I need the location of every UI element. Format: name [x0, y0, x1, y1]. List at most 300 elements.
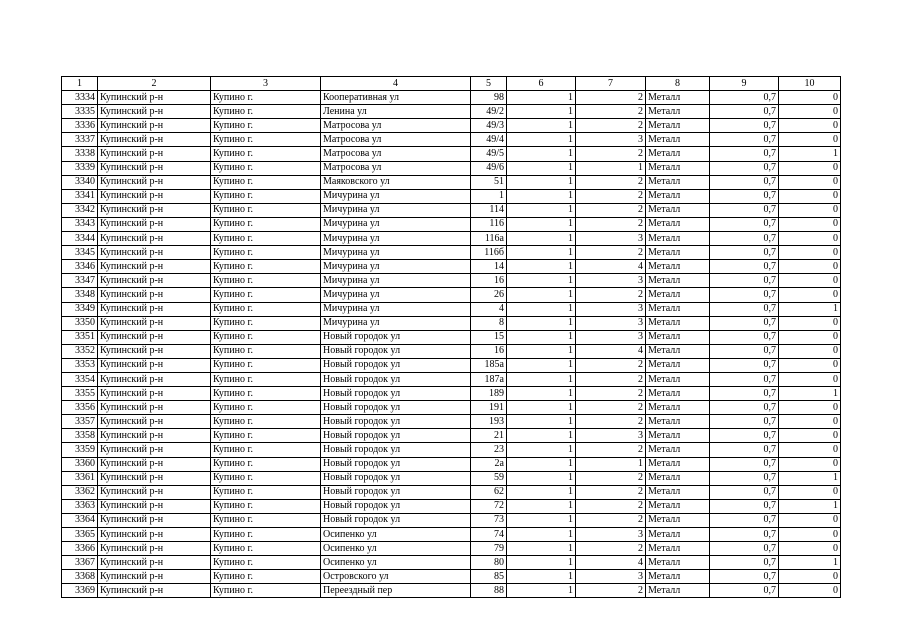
city-cell: Купино г.: [211, 344, 321, 358]
col7-cell: 2: [576, 513, 646, 527]
district-cell: Купинский р-н: [98, 415, 211, 429]
col10-cell: 0: [779, 358, 841, 372]
col10-cell: 0: [779, 189, 841, 203]
col9-cell: 0,7: [710, 429, 779, 443]
city-cell: Купино г.: [211, 457, 321, 471]
city-cell: Купино г.: [211, 471, 321, 485]
street-cell: Переездный пер: [321, 584, 471, 598]
city-cell: Купино г.: [211, 372, 321, 386]
row-number-cell: 3360: [62, 457, 98, 471]
street-cell: Мичурина ул: [321, 288, 471, 302]
row-number-cell: 3356: [62, 401, 98, 415]
district-cell: Купинский р-н: [98, 330, 211, 344]
column-header: 4: [321, 77, 471, 91]
district-cell: Купинский р-н: [98, 556, 211, 570]
col9-cell: 0,7: [710, 485, 779, 499]
house-cell: 79: [471, 542, 507, 556]
table-row: [62, 133, 841, 147]
col9-cell: 0,7: [710, 274, 779, 288]
table-row: [62, 401, 841, 415]
col6-cell: 1: [507, 147, 576, 161]
city-cell: Купино г.: [211, 260, 321, 274]
table-row: [62, 260, 841, 274]
col9-cell: 0,7: [710, 542, 779, 556]
col9-cell: 0,7: [710, 260, 779, 274]
house-cell: 187а: [471, 372, 507, 386]
table-row: [62, 542, 841, 556]
col6-cell: 1: [507, 401, 576, 415]
material-cell: Металл: [646, 105, 710, 119]
column-header: 10: [779, 77, 841, 91]
material-cell: Металл: [646, 457, 710, 471]
col6-cell: 1: [507, 471, 576, 485]
col10-cell: 0: [779, 105, 841, 119]
col10-cell: 1: [779, 499, 841, 513]
col7-cell: 3: [576, 429, 646, 443]
row-number-cell: 3362: [62, 485, 98, 499]
street-cell: Осипенко ул: [321, 556, 471, 570]
column-header: 3: [211, 77, 321, 91]
col10-cell: 0: [779, 528, 841, 542]
col7-cell: 3: [576, 330, 646, 344]
house-cell: 98: [471, 91, 507, 105]
col7-cell: 2: [576, 372, 646, 386]
col9-cell: 0,7: [710, 556, 779, 570]
city-cell: Купино г.: [211, 330, 321, 344]
house-cell: 2а: [471, 457, 507, 471]
row-number-cell: 3336: [62, 119, 98, 133]
row-number-cell: 3354: [62, 372, 98, 386]
city-cell: Купино г.: [211, 175, 321, 189]
col7-cell: 2: [576, 246, 646, 260]
table-row: [62, 161, 841, 175]
material-cell: Металл: [646, 232, 710, 246]
district-cell: Купинский р-н: [98, 203, 211, 217]
street-cell: Матросова ул: [321, 119, 471, 133]
house-cell: 116б: [471, 246, 507, 260]
column-header: 1: [62, 77, 98, 91]
city-cell: Купино г.: [211, 415, 321, 429]
district-cell: Купинский р-н: [98, 457, 211, 471]
col10-cell: 0: [779, 415, 841, 429]
district-cell: Купинский р-н: [98, 316, 211, 330]
city-cell: Купино г.: [211, 513, 321, 527]
house-cell: 88: [471, 584, 507, 598]
house-cell: 15: [471, 330, 507, 344]
material-cell: Металл: [646, 330, 710, 344]
row-number-cell: 3348: [62, 288, 98, 302]
col9-cell: 0,7: [710, 203, 779, 217]
col6-cell: 1: [507, 358, 576, 372]
row-number-cell: 3365: [62, 528, 98, 542]
col6-cell: 1: [507, 344, 576, 358]
city-cell: Купино г.: [211, 161, 321, 175]
col6-cell: 1: [507, 556, 576, 570]
col6-cell: 1: [507, 133, 576, 147]
col10-cell: 0: [779, 203, 841, 217]
district-cell: Купинский р-н: [98, 302, 211, 316]
table-row: [62, 415, 841, 429]
row-number-cell: 3349: [62, 302, 98, 316]
col10-cell: 0: [779, 570, 841, 584]
material-cell: Металл: [646, 542, 710, 556]
street-cell: Новый городок ул: [321, 415, 471, 429]
row-number-cell: 3364: [62, 513, 98, 527]
district-cell: Купинский р-н: [98, 542, 211, 556]
col7-cell: 2: [576, 471, 646, 485]
col6-cell: 1: [507, 542, 576, 556]
material-cell: Металл: [646, 485, 710, 499]
street-cell: Ленина ул: [321, 105, 471, 119]
street-cell: Мичурина ул: [321, 316, 471, 330]
col6-cell: 1: [507, 387, 576, 401]
col10-cell: 1: [779, 302, 841, 316]
col9-cell: 0,7: [710, 457, 779, 471]
col7-cell: 2: [576, 401, 646, 415]
row-number-cell: 3347: [62, 274, 98, 288]
col6-cell: 1: [507, 584, 576, 598]
district-cell: Купинский р-н: [98, 443, 211, 457]
district-cell: Купинский р-н: [98, 119, 211, 133]
district-cell: Купинский р-н: [98, 133, 211, 147]
row-number-cell: 3350: [62, 316, 98, 330]
material-cell: Металл: [646, 499, 710, 513]
row-number-cell: 3363: [62, 499, 98, 513]
col10-cell: 0: [779, 260, 841, 274]
material-cell: Металл: [646, 119, 710, 133]
material-cell: Металл: [646, 443, 710, 457]
district-cell: Купинский р-н: [98, 147, 211, 161]
col6-cell: 1: [507, 91, 576, 105]
street-cell: Новый городок ул: [321, 457, 471, 471]
row-number-cell: 3344: [62, 232, 98, 246]
city-cell: Купино г.: [211, 189, 321, 203]
col10-cell: 0: [779, 344, 841, 358]
col7-cell: 2: [576, 415, 646, 429]
col9-cell: 0,7: [710, 330, 779, 344]
district-cell: Купинский р-н: [98, 485, 211, 499]
house-cell: 4: [471, 302, 507, 316]
col6-cell: 1: [507, 175, 576, 189]
col6-cell: 1: [507, 203, 576, 217]
row-number-cell: 3341: [62, 189, 98, 203]
street-cell: Мичурина ул: [321, 217, 471, 231]
col7-cell: 2: [576, 443, 646, 457]
col10-cell: 0: [779, 175, 841, 189]
district-cell: Купинский р-н: [98, 344, 211, 358]
col9-cell: 0,7: [710, 401, 779, 415]
col6-cell: 1: [507, 528, 576, 542]
material-cell: Металл: [646, 274, 710, 288]
col9-cell: 0,7: [710, 189, 779, 203]
col7-cell: 2: [576, 91, 646, 105]
district-cell: Купинский р-н: [98, 91, 211, 105]
col10-cell: 0: [779, 133, 841, 147]
table-row: [62, 570, 841, 584]
street-cell: Мичурина ул: [321, 260, 471, 274]
col9-cell: 0,7: [710, 415, 779, 429]
col9-cell: 0,7: [710, 175, 779, 189]
col6-cell: 1: [507, 570, 576, 584]
column-header: 9: [710, 77, 779, 91]
street-cell: Осипенко ул: [321, 542, 471, 556]
col10-cell: 0: [779, 330, 841, 344]
col9-cell: 0,7: [710, 246, 779, 260]
row-number-cell: 3345: [62, 246, 98, 260]
material-cell: Металл: [646, 246, 710, 260]
house-cell: 114: [471, 203, 507, 217]
house-cell: 59: [471, 471, 507, 485]
row-number-cell: 3361: [62, 471, 98, 485]
street-cell: Новый городок ул: [321, 344, 471, 358]
table-row: [62, 443, 841, 457]
city-cell: Купино г.: [211, 401, 321, 415]
col10-cell: 0: [779, 91, 841, 105]
row-number-cell: 3369: [62, 584, 98, 598]
col7-cell: 1: [576, 161, 646, 175]
city-cell: Купино г.: [211, 542, 321, 556]
col10-cell: 0: [779, 457, 841, 471]
city-cell: Купино г.: [211, 232, 321, 246]
city-cell: Купино г.: [211, 274, 321, 288]
table-row: [62, 556, 841, 570]
material-cell: Металл: [646, 415, 710, 429]
street-cell: Мичурина ул: [321, 302, 471, 316]
material-cell: Металл: [646, 189, 710, 203]
table-row: [62, 217, 841, 231]
row-number-cell: 3338: [62, 147, 98, 161]
material-cell: Металл: [646, 316, 710, 330]
street-cell: Кооперативная ул: [321, 91, 471, 105]
district-cell: Купинский р-н: [98, 471, 211, 485]
col9-cell: 0,7: [710, 232, 779, 246]
col9-cell: 0,7: [710, 513, 779, 527]
table-row: [62, 471, 841, 485]
city-cell: Купино г.: [211, 302, 321, 316]
col7-cell: 2: [576, 358, 646, 372]
column-header: 5: [471, 77, 507, 91]
material-cell: Металл: [646, 584, 710, 598]
col10-cell: 0: [779, 584, 841, 598]
city-cell: Купино г.: [211, 203, 321, 217]
col9-cell: 0,7: [710, 91, 779, 105]
district-cell: Купинский р-н: [98, 217, 211, 231]
district-cell: Купинский р-н: [98, 499, 211, 513]
col10-cell: 0: [779, 372, 841, 386]
house-cell: 74: [471, 528, 507, 542]
material-cell: Металл: [646, 429, 710, 443]
table-row: [62, 288, 841, 302]
house-cell: 72: [471, 499, 507, 513]
col6-cell: 1: [507, 260, 576, 274]
material-cell: Металл: [646, 372, 710, 386]
col6-cell: 1: [507, 119, 576, 133]
house-cell: 26: [471, 288, 507, 302]
material-cell: Металл: [646, 344, 710, 358]
house-cell: 14: [471, 260, 507, 274]
street-cell: Матросова ул: [321, 161, 471, 175]
col9-cell: 0,7: [710, 358, 779, 372]
street-cell: Новый городок ул: [321, 513, 471, 527]
col7-cell: 3: [576, 302, 646, 316]
column-header: 2: [98, 77, 211, 91]
col7-cell: 4: [576, 344, 646, 358]
district-cell: Купинский р-н: [98, 260, 211, 274]
house-cell: 189: [471, 387, 507, 401]
col10-cell: 0: [779, 401, 841, 415]
street-cell: Новый городок ул: [321, 387, 471, 401]
col7-cell: 3: [576, 316, 646, 330]
col7-cell: 3: [576, 528, 646, 542]
col9-cell: 0,7: [710, 443, 779, 457]
city-cell: Купино г.: [211, 584, 321, 598]
material-cell: Металл: [646, 528, 710, 542]
city-cell: Купино г.: [211, 105, 321, 119]
table-row: [62, 499, 841, 513]
col10-cell: 1: [779, 556, 841, 570]
row-number-cell: 3343: [62, 217, 98, 231]
row-number-cell: 3337: [62, 133, 98, 147]
district-cell: Купинский р-н: [98, 387, 211, 401]
column-header: 6: [507, 77, 576, 91]
city-cell: Купино г.: [211, 246, 321, 260]
col6-cell: 1: [507, 443, 576, 457]
col10-cell: 0: [779, 119, 841, 133]
col10-cell: 0: [779, 232, 841, 246]
table-row: [62, 513, 841, 527]
district-cell: Купинский р-н: [98, 232, 211, 246]
row-number-cell: 3340: [62, 175, 98, 189]
col9-cell: 0,7: [710, 387, 779, 401]
city-cell: Купино г.: [211, 217, 321, 231]
table-row: [62, 485, 841, 499]
col7-cell: 2: [576, 584, 646, 598]
col9-cell: 0,7: [710, 528, 779, 542]
street-cell: Мичурина ул: [321, 274, 471, 288]
street-cell: Островского ул: [321, 570, 471, 584]
col9-cell: 0,7: [710, 471, 779, 485]
col6-cell: 1: [507, 274, 576, 288]
city-cell: Купино г.: [211, 91, 321, 105]
city-cell: Купино г.: [211, 358, 321, 372]
col6-cell: 1: [507, 189, 576, 203]
row-number-cell: 3353: [62, 358, 98, 372]
district-cell: Купинский р-н: [98, 288, 211, 302]
col9-cell: 0,7: [710, 570, 779, 584]
city-cell: Купино г.: [211, 429, 321, 443]
row-number-cell: 3357: [62, 415, 98, 429]
column-header: 8: [646, 77, 710, 91]
col9-cell: 0,7: [710, 584, 779, 598]
col9-cell: 0,7: [710, 161, 779, 175]
col6-cell: 1: [507, 372, 576, 386]
col7-cell: 3: [576, 570, 646, 584]
material-cell: Металл: [646, 175, 710, 189]
col7-cell: 3: [576, 232, 646, 246]
house-cell: 80: [471, 556, 507, 570]
material-cell: Металл: [646, 91, 710, 105]
table-row: [62, 330, 841, 344]
header-row: [62, 77, 841, 91]
row-number-cell: 3342: [62, 203, 98, 217]
district-cell: Купинский р-н: [98, 189, 211, 203]
city-cell: Купино г.: [211, 556, 321, 570]
col9-cell: 0,7: [710, 119, 779, 133]
table-row: [62, 372, 841, 386]
table-row: [62, 528, 841, 542]
house-cell: 8: [471, 316, 507, 330]
col7-cell: 2: [576, 189, 646, 203]
material-cell: Металл: [646, 217, 710, 231]
table-row: [62, 119, 841, 133]
house-cell: 49/4: [471, 133, 507, 147]
material-cell: Металл: [646, 133, 710, 147]
house-cell: 23: [471, 443, 507, 457]
col9-cell: 0,7: [710, 288, 779, 302]
col9-cell: 0,7: [710, 147, 779, 161]
row-number-cell: 3335: [62, 105, 98, 119]
house-cell: 49/5: [471, 147, 507, 161]
street-cell: Новый городок ул: [321, 401, 471, 415]
house-cell: 16: [471, 274, 507, 288]
col6-cell: 1: [507, 246, 576, 260]
col7-cell: 4: [576, 556, 646, 570]
city-cell: Купино г.: [211, 387, 321, 401]
house-cell: 16: [471, 344, 507, 358]
district-cell: Купинский р-н: [98, 161, 211, 175]
col10-cell: 0: [779, 443, 841, 457]
material-cell: Металл: [646, 161, 710, 175]
material-cell: Металл: [646, 358, 710, 372]
col10-cell: 0: [779, 274, 841, 288]
table-row: [62, 429, 841, 443]
table-row: [62, 246, 841, 260]
house-cell: 85: [471, 570, 507, 584]
col7-cell: 1: [576, 457, 646, 471]
col6-cell: 1: [507, 513, 576, 527]
house-cell: 191: [471, 401, 507, 415]
table-row: [62, 358, 841, 372]
house-cell: 116: [471, 217, 507, 231]
col10-cell: 0: [779, 513, 841, 527]
col6-cell: 1: [507, 302, 576, 316]
col10-cell: 0: [779, 246, 841, 260]
col7-cell: 2: [576, 499, 646, 513]
house-cell: 116а: [471, 232, 507, 246]
col7-cell: 2: [576, 175, 646, 189]
district-cell: Купинский р-н: [98, 401, 211, 415]
house-cell: 1: [471, 189, 507, 203]
city-cell: Купино г.: [211, 485, 321, 499]
table-row: [62, 302, 841, 316]
table-row: [62, 189, 841, 203]
col7-cell: 2: [576, 387, 646, 401]
row-number-cell: 3334: [62, 91, 98, 105]
row-number-cell: 3358: [62, 429, 98, 443]
material-cell: Металл: [646, 203, 710, 217]
col6-cell: 1: [507, 457, 576, 471]
row-number-cell: 3368: [62, 570, 98, 584]
col9-cell: 0,7: [710, 344, 779, 358]
material-cell: Металл: [646, 147, 710, 161]
city-cell: Купино г.: [211, 570, 321, 584]
table-row: [62, 105, 841, 119]
row-number-cell: 3351: [62, 330, 98, 344]
col10-cell: 1: [779, 147, 841, 161]
material-cell: Металл: [646, 288, 710, 302]
col6-cell: 1: [507, 105, 576, 119]
street-cell: Матросова ул: [321, 147, 471, 161]
